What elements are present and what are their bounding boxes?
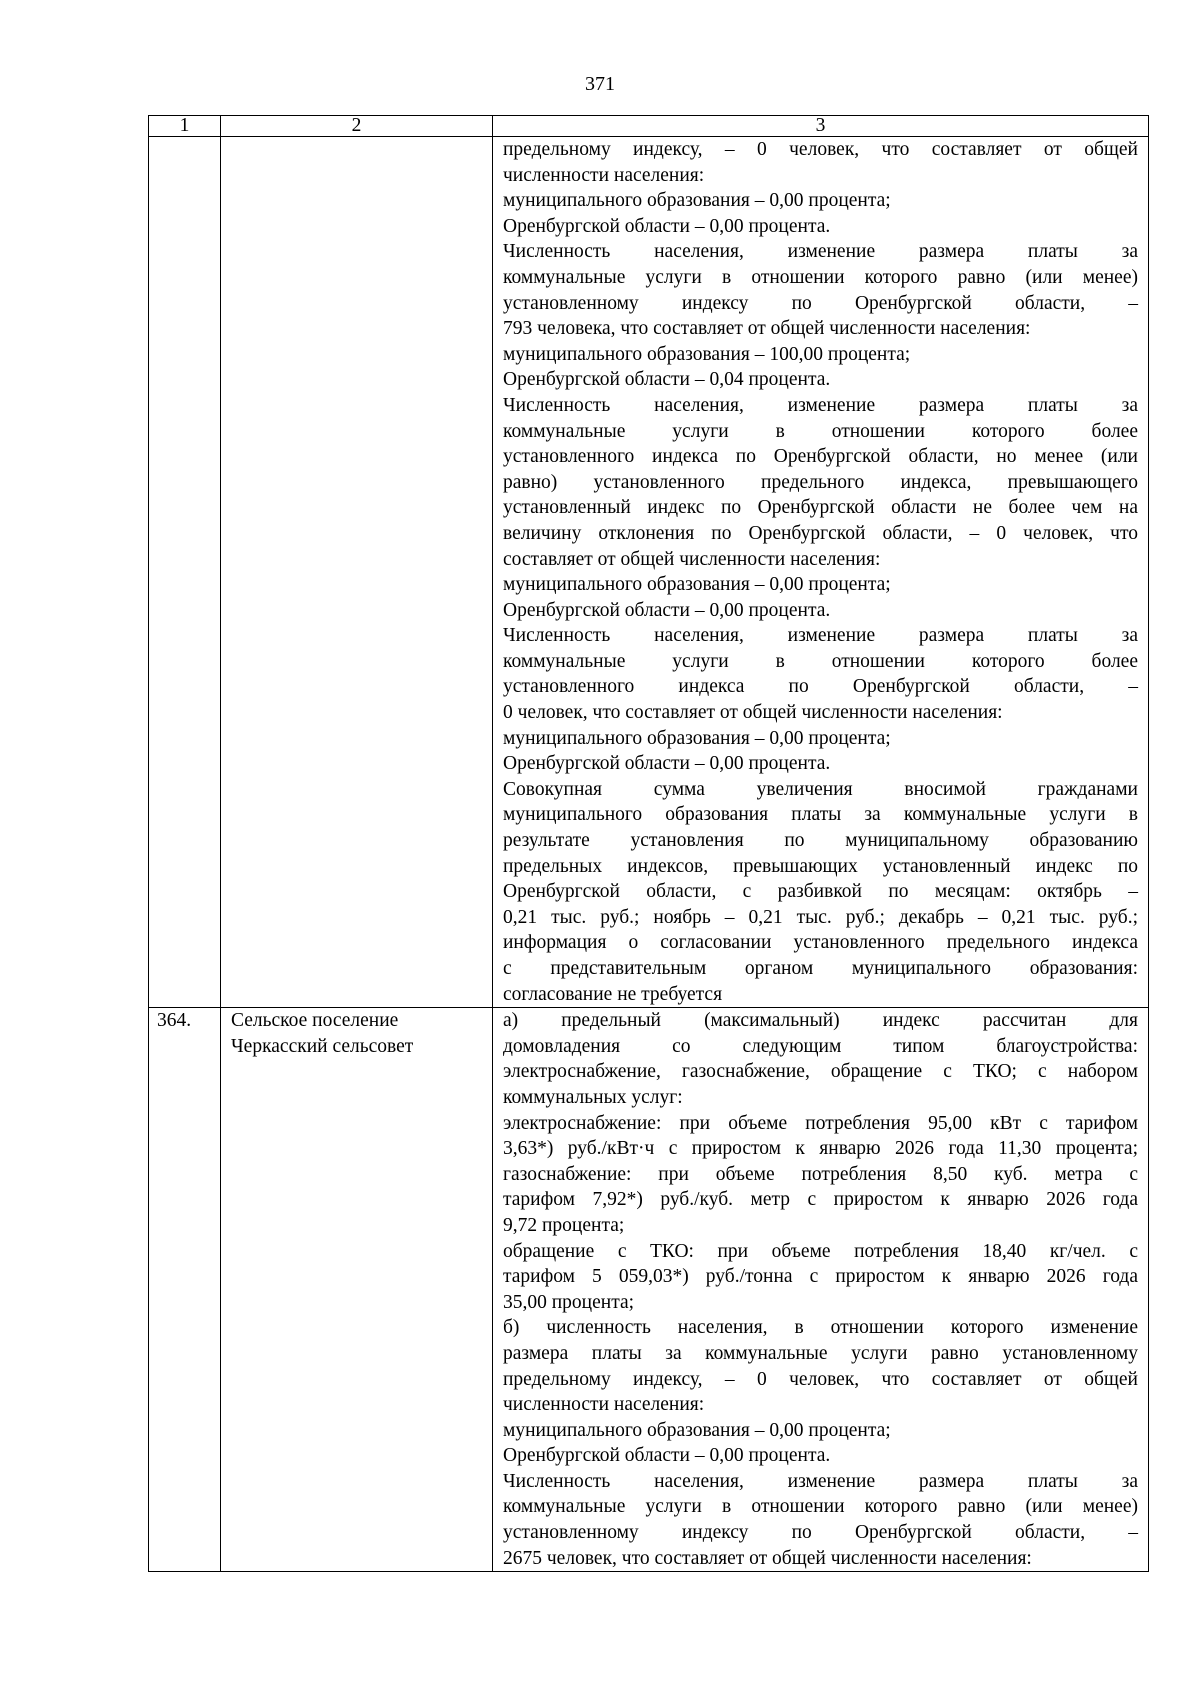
description-line: предельных индексов, превышающих установленный индекс по bbox=[503, 855, 1138, 877]
description-line: установленного индекса по Оренбургской области, но менее (или bbox=[503, 446, 1138, 468]
municipality-name-cell bbox=[221, 1008, 493, 1572]
description-line: величину отклонения по Оренбургской области, – 0 человек, что bbox=[503, 522, 1138, 544]
description-line: 793 человека, что составляет от общей численности населения: bbox=[503, 318, 1031, 340]
description-line: 35,00 процента; bbox=[503, 1291, 635, 1313]
table-row bbox=[149, 137, 1149, 1008]
column-header-3: 3 bbox=[493, 116, 1149, 137]
description-cell bbox=[493, 1008, 1149, 1572]
description-cell bbox=[493, 137, 1149, 1008]
description-line: домовладения со следующим типом благоустройства: bbox=[503, 1035, 1138, 1057]
description-line: установленного индекса по Оренбургской области, – bbox=[503, 676, 1138, 698]
description-line: равно) установленного предельного индекса, превышающего bbox=[503, 471, 1138, 493]
table-body bbox=[149, 137, 1149, 1572]
document-table bbox=[148, 115, 1149, 1572]
description-line: Оренбургской области – 0,00 процента. bbox=[503, 599, 831, 621]
description-line: коммунальные услуги в отношении которого более bbox=[503, 650, 1138, 672]
description-line: 9,72 процента; bbox=[503, 1214, 625, 1236]
description-line: муниципального образования – 0,00 процента; bbox=[503, 574, 891, 596]
description-line: численности населения: bbox=[503, 1394, 705, 1416]
description-line: Оренбургской области, с разбивкой по месяцам: октябрь – bbox=[503, 881, 1138, 903]
description-line: Оренбургской области – 0,04 процента. bbox=[503, 369, 831, 391]
description-line: предельному индексу, – 0 человек, что составляет от общей bbox=[503, 1368, 1138, 1390]
description-line: коммунальных услуг: bbox=[503, 1086, 683, 1108]
page-number: 371 bbox=[585, 73, 615, 95]
description-line: составляет от общей численности населения: bbox=[503, 548, 881, 570]
description-line: Оренбургской области – 0,00 процента. bbox=[503, 753, 831, 775]
description-line: с представительным органом муниципального образования: bbox=[503, 958, 1138, 979]
row-number-cell bbox=[149, 1008, 221, 1572]
description-line: Совокупная сумма увеличения вносимой гражданами bbox=[503, 778, 1138, 800]
description-line: а) предельный (максимальный) индекс рассчитан для bbox=[503, 1010, 1138, 1032]
column-header-2: 2 bbox=[221, 116, 493, 137]
description-line: 0,21 тыс. руб.; ноябрь – 0,21 тыс. руб.; декабрь – 0,21 тыс. руб.; bbox=[503, 906, 1138, 928]
description-line: коммунальные услуги в отношении которого равно (или менее) bbox=[503, 266, 1138, 288]
description-line: размера платы за коммунальные услуги равно установленному bbox=[503, 1342, 1138, 1364]
description-line: б) численность населения, в отношении которого изменение bbox=[503, 1317, 1138, 1339]
description-line: 0 человек, что составляет от общей численности населения: bbox=[503, 702, 1003, 724]
description-line: коммунальные услуги в отношении которого более bbox=[503, 420, 1138, 442]
description-line: газоснабжение: при объеме потребления 8,50 куб. метра с bbox=[503, 1163, 1138, 1185]
municipality-name-line: Сельское поселение bbox=[231, 1010, 399, 1032]
description-line: тарифом 5 059,03*) руб./тонна с приростом к январю 2026 года bbox=[503, 1266, 1138, 1288]
description-line: коммунальные услуги в отношении которого равно (или менее) bbox=[503, 1496, 1138, 1518]
description-line: электроснабжение: при объеме потребления 95,00 кВт с тарифом bbox=[503, 1112, 1138, 1134]
description-line: муниципального образования – 0,00 процента; bbox=[503, 190, 891, 212]
description-line: 2675 человек, что составляет от общей численности населения: bbox=[503, 1547, 1032, 1569]
row-number-cell bbox=[149, 137, 221, 1008]
description-line: установленному индексу по Оренбургской области, – bbox=[503, 292, 1138, 314]
description-line: предельному индексу, – 0 человек, что составляет от общей bbox=[503, 139, 1138, 160]
municipality-name-line: Черкасский сельсовет bbox=[231, 1035, 414, 1057]
table-header-row bbox=[149, 116, 1149, 137]
description-line: Оренбургской области – 0,00 процента. bbox=[503, 215, 831, 237]
description-line: муниципального образования платы за коммунальные услуги в bbox=[503, 804, 1138, 826]
description-line: Численность населения, изменение размера платы за bbox=[503, 241, 1138, 263]
description-line: Оренбургской области – 0,00 процента. bbox=[503, 1445, 831, 1467]
description-line: информация о согласовании установленного предельного индекса bbox=[503, 932, 1138, 954]
description-line: электроснабжение, газоснабжение, обращение с ТКО; с набором bbox=[503, 1061, 1138, 1083]
description-line: Численность населения, изменение размера платы за bbox=[503, 1470, 1138, 1492]
description-line: муниципального образования – 0,00 процента; bbox=[503, 727, 891, 749]
description-line: согласование не требуется bbox=[503, 983, 723, 1005]
table-row bbox=[149, 1008, 1149, 1572]
description-line: установленный индекс по Оренбургской области не более чем на bbox=[503, 497, 1138, 519]
description-line: Численность населения, изменение размера платы за bbox=[503, 625, 1138, 647]
column-header-1: 1 bbox=[149, 116, 221, 137]
description-line: установленному индексу по Оренбургской области, – bbox=[503, 1522, 1138, 1544]
description-line: муниципального образования – 0,00 процента; bbox=[503, 1419, 891, 1441]
description-line: численности населения: bbox=[503, 164, 705, 186]
description-line: результате установления по муниципальному образованию bbox=[503, 830, 1138, 852]
description-line: 3,63*) руб./кВт·ч с приростом к январю 2026 года 11,30 процента; bbox=[503, 1138, 1138, 1160]
row-number: 364. bbox=[157, 1010, 192, 1032]
description-line: муниципального образования – 100,00 процента; bbox=[503, 343, 911, 365]
description-line: тарифом 7,92*) руб./куб. метр с приростом к январю 2026 года bbox=[503, 1189, 1138, 1211]
municipality-name-cell bbox=[221, 137, 493, 1008]
description-line: Численность населения, изменение размера платы за bbox=[503, 394, 1138, 416]
description-line: обращение с ТКО: при объеме потребления 18,40 кг/чел. с bbox=[503, 1240, 1138, 1262]
